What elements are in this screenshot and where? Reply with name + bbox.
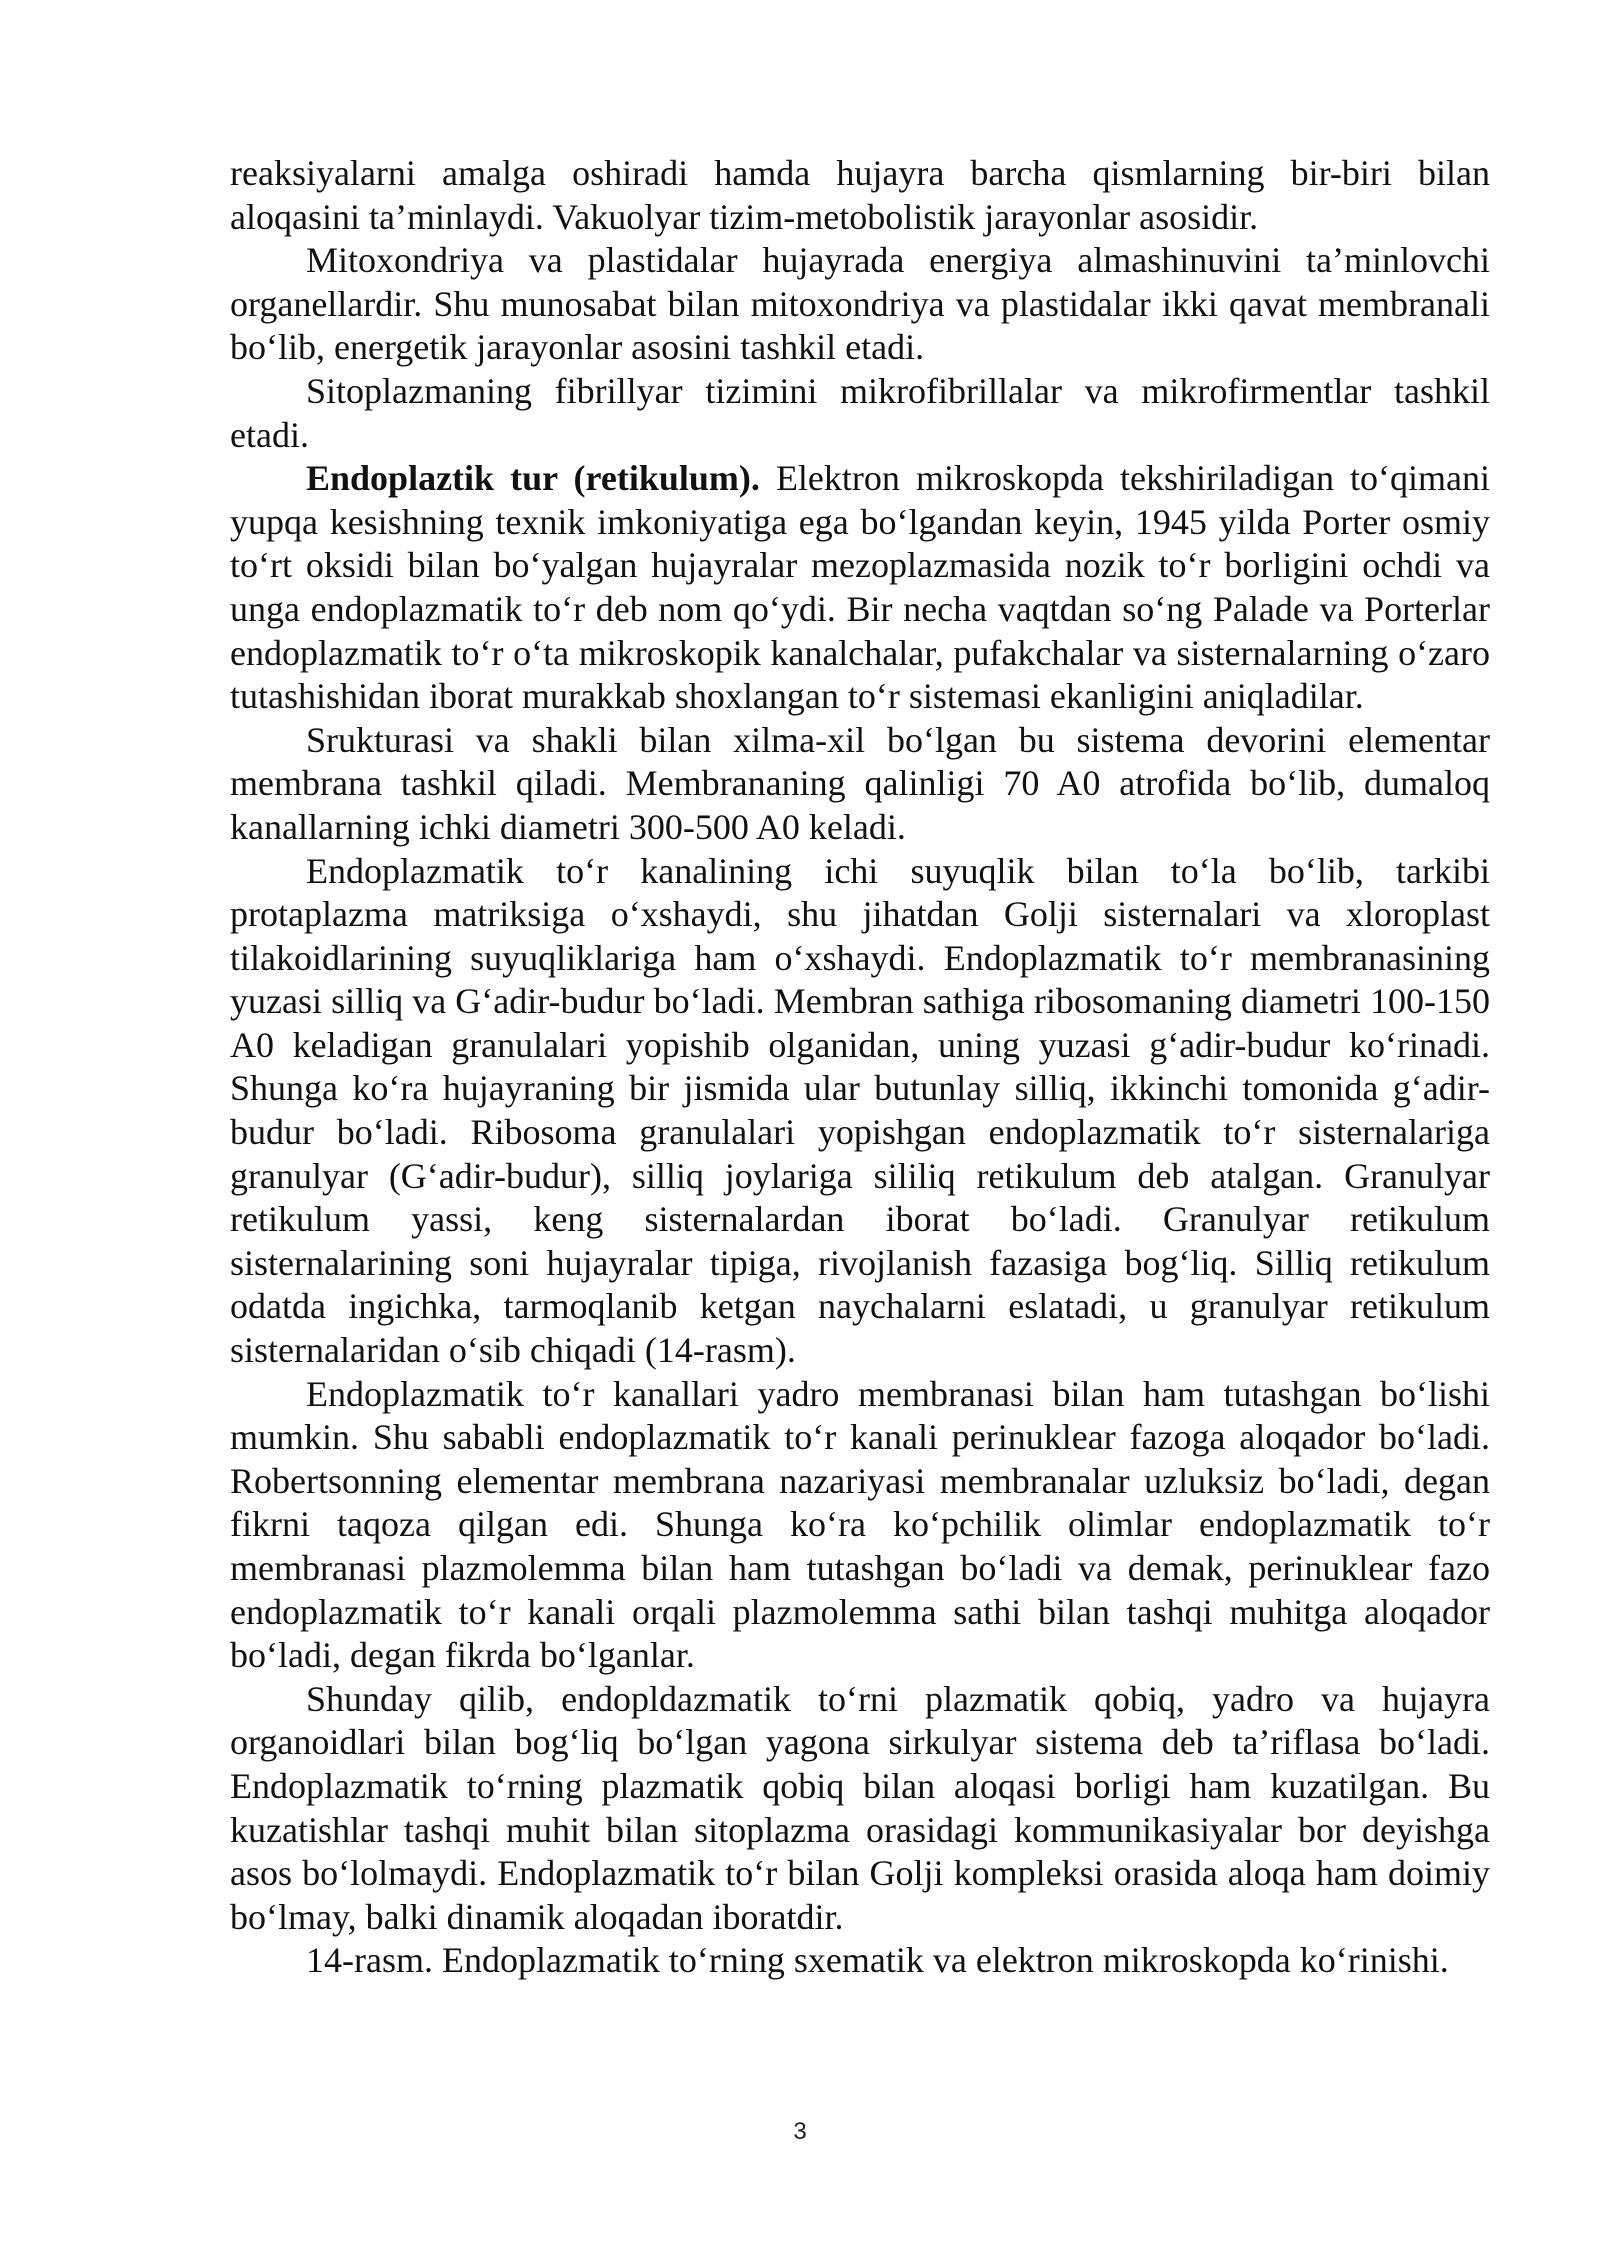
paragraph-6: Endoplazmatik to‘r kanalining ichi suyuqlik bilan to‘la bo‘lib, tarkibi protaplazma matriksiga o‘xshaydi, shu jihatdan Golji sisternalari va xloroplast tilakoidlarining suyuqliklariga ham o‘xshaydi. Endoplazmatik to‘r membranasining yuzasi silliq va G‘adir-budur bo‘ladi. Membran sathiga ribosomaning diametri 100-150 A0 keladigan granulalari yopishib olganidan, uning yuzasi g‘adir-budur ko‘rinadi. Shunga ko‘ra hujayraning bir jismida ular butunlay silliq, ikkinchi tomonida g‘adir-budur bo‘ladi. Ribosoma granulalari yopishgan endoplazmatik to‘r sisternalariga granulyar (G‘adir-budur), silliq joylariga sililiq retikulum deb atalgan. Granulyar retikulum yassi, keng sisternalardan iborat bo‘ladi. Granulyar retikulum sisternalarining soni hujayralar tipiga, rivojlanish fazasiga bog‘liq. Silliq retikulum odatda ingichka, tarmoqlanib ketgan naychalarni eslatadi, u granulyar retikulum sisternalaridan o‘sib chiqadi (14-rasm).	[230, 850, 1490, 1371]
section-heading: Endoplaztik tur (retikulum).	[306, 458, 760, 499]
paragraph-2: Mitoxondriya va plastidalar hujayrada energiya almashinuvini ta’minlovchi organellardir. Shu munosabat bilan mitoxondriya va plastidalar ikki qavat membranali bo‘lib, energetik jarayonlar asosini tashkil etadi.	[230, 240, 1490, 368]
paragraph-7: Endoplazmatik to‘r kanallari yadro membranasi bilan ham tutashgan bo‘lishi mumkin. Shu sababli endoplazmatik to‘r kanali perinuklear fazoga aloqador bo‘ladi. Robertsonning elementar membrana nazariyasi membranalar uzluksiz bo‘ladi, degan fikrni taqoza qilgan edi. Shunga ko‘ra ko‘pchilik olimlar endoplazmatik to‘r membranasi plazmolemma bilan ham tutashgan bo‘ladi va demak, perinuklear fazo endoplazmatik to‘r kanali orqali plazmolemma sathi bilan tashqi muhitga aloqador bo‘ladi, degan fikrda bo‘lganlar.	[230, 1373, 1490, 1676]
paragraph-8: Shunday qilib, endopldazmatik to‘rni plazmatik qobiq, yadro va hujayra organoidlari bilan bog‘liq bo‘lgan yagona sirkulyar sistema deb ta’riflasa bo‘ladi. Endoplazmatik to‘rning plazmatik qobiq bilan aloqasi borligi ham kuzatilgan. Bu kuzatishlar tashqi muhit bilan sitoplazma orasidagi kommunikasiyalar bor deyishga asos bo‘lolmaydi. Endoplazmatik to‘r bilan Golji kompleksi orasida aloqa ham doimiy bo‘lmay, balki dinamik aloqadan iboratdir.	[230, 1678, 1490, 1937]
paragraph-1: reaksiyalarni amalga oshiradi hamda hujayra barcha qismlarning bir-biri bilan aloqasini ta’minlaydi. Vakuolyar tizim-metobolistik jarayonlar asosidir.	[230, 153, 1490, 237]
paragraph-4	[230, 457, 1490, 719]
paragraph-3: Sitoplazmaning fibrillyar tizimini mikrofibrillalar va mikrofirmentlar tashkil etadi.	[230, 370, 1490, 455]
text-column	[230, 152, 1490, 1983]
figure-caption: 14-rasm. Endoplazmatik to‘rning sxematik va elektron mikroskopda ko‘rinishi.	[306, 1940, 1449, 1981]
paragraph-5: Srukturasi va shakli bilan xilma-xil bo‘lgan bu sistema devorini elementar membrana tashkil qiladi. Membrananing qalinligi 70 A0 atrofida bo‘lib, dumaloq kanallarning ichki diametri 300-500 A0 keladi.	[230, 719, 1490, 847]
paragraph-4-body: Elektron mikroskopda tekshiriladigan to‘qimani yupqa kesishning texnik imkoniyatiga ega bo‘lgandan keyin, 1945 yilda Porter osmiy to‘rt oksidi bilan bo‘yalgan hujayralar mezoplazmasida nozik to‘r borligini ochdi va unga endoplazmatik to‘r deb nom qo‘ydi. Bir necha vaqtdan so‘ng Palade va Porterlar endoplazmatik to‘r o‘ta mikroskopik kanalchalar, pufakchalar va sisternalarning o‘zaro tutashishidan iborat murakkab shoxlangan to‘r sistemasi ekanligini aniqladilar.	[230, 458, 1491, 717]
page-number: 3	[793, 2118, 807, 2145]
